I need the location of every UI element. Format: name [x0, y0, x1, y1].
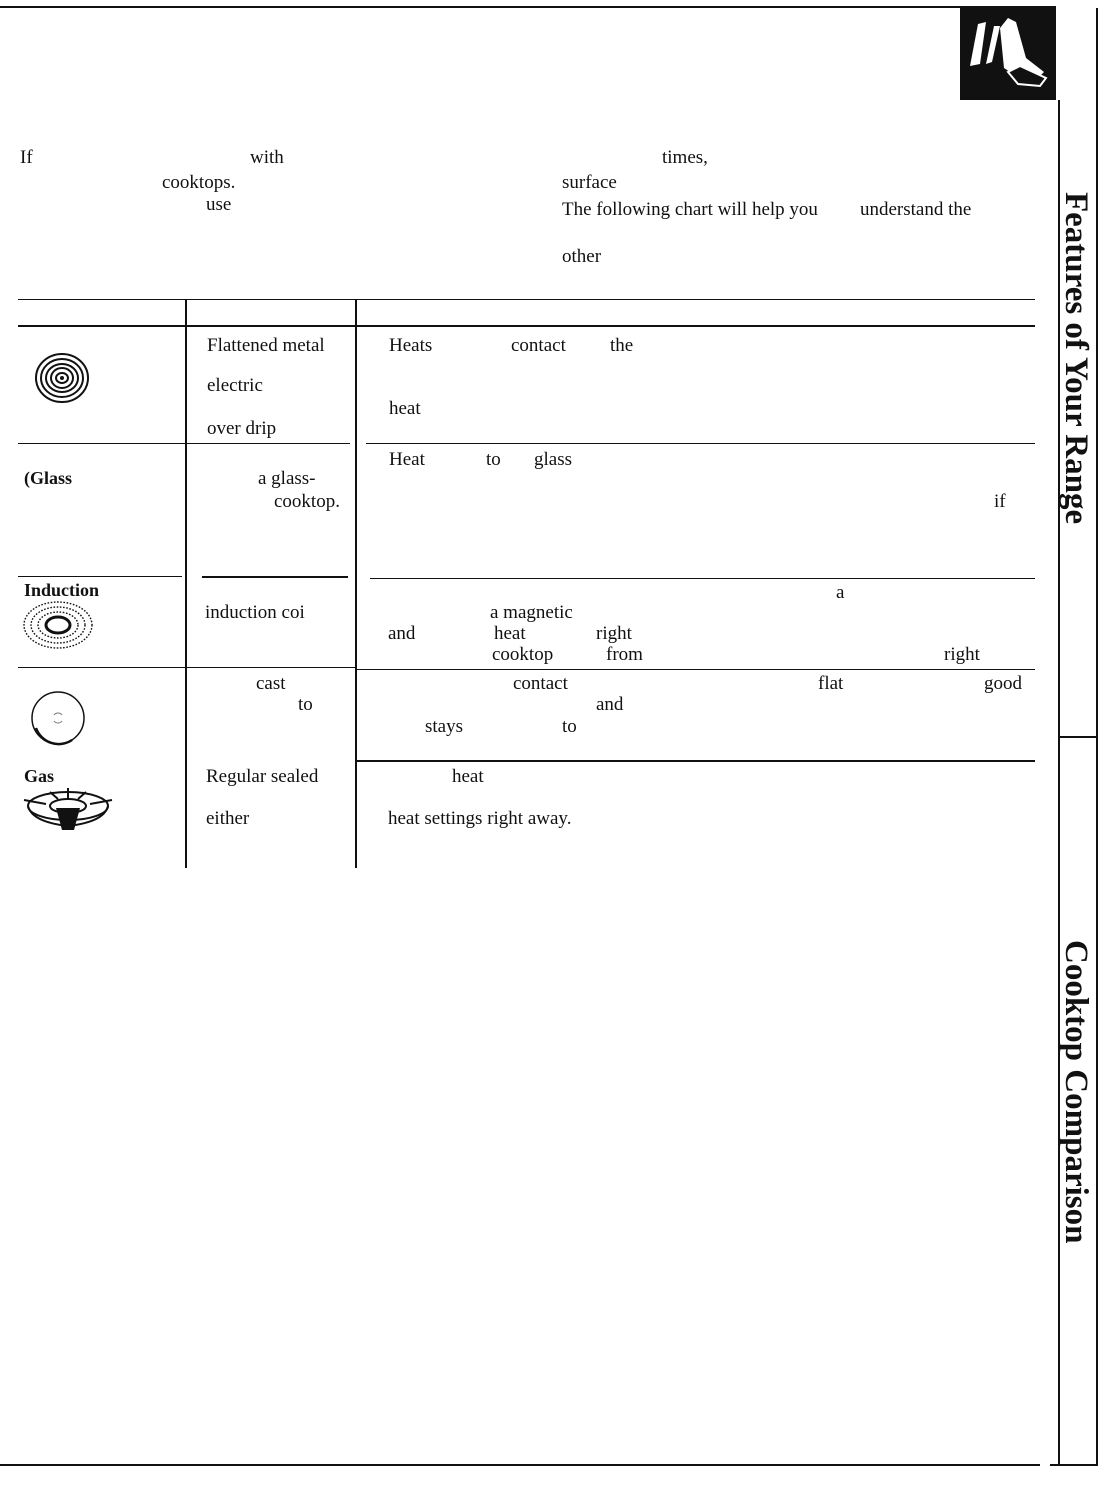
cell-text: Flattened metal: [207, 335, 325, 356]
bottom-rule: [0, 1464, 1040, 1466]
cell-text: Regular sealed: [206, 766, 319, 787]
sidebar-title-features: Features of Your Range: [1058, 192, 1094, 525]
row-label: Induction: [24, 580, 100, 600]
row-rule: [366, 443, 1035, 444]
intro-word: surface: [562, 172, 617, 193]
solid-disk-icon: [30, 690, 86, 746]
cell-text: cast: [256, 673, 286, 694]
cell-text: heat settings right away.: [388, 808, 572, 829]
cell-text: right: [596, 623, 632, 644]
top-rule: [0, 6, 1040, 8]
intro-word: understand the: [860, 199, 972, 220]
cell-text: the: [610, 335, 634, 356]
row-rule: [18, 576, 182, 577]
cell-text: and: [388, 623, 416, 644]
cell-text: if: [994, 491, 1006, 512]
cell-text: a glass-: [258, 468, 316, 489]
cell-text: over drip: [207, 418, 277, 439]
intro-word: If: [20, 147, 33, 168]
column-divider-1: [185, 299, 187, 868]
cell-text: and: [596, 694, 624, 715]
cell-text: Heats: [389, 335, 433, 356]
row-rule: [202, 576, 348, 578]
hand-logo-icon: [960, 6, 1056, 100]
bottom-rule-sidebar: [1050, 1464, 1098, 1466]
cell-text: Heat: [389, 449, 425, 470]
cell-text: from: [606, 644, 643, 665]
intro-word: cooktops.: [162, 172, 236, 193]
cell-text: to: [562, 716, 577, 737]
cell-text: cooktop: [492, 644, 554, 665]
intro-word: with: [250, 147, 284, 168]
intro-word: other: [562, 246, 602, 267]
cell-text: electric: [207, 375, 263, 396]
induction-coil-icon: [22, 600, 94, 650]
row-rule: [18, 443, 350, 444]
cell-text: to: [486, 449, 501, 470]
table-header-rule: [18, 325, 1035, 327]
cell-text: heat: [452, 766, 484, 787]
coil-element-icon: [34, 352, 90, 404]
cell-text: a: [836, 582, 845, 603]
intro-word: times,: [662, 147, 708, 168]
cell-text: contact: [511, 335, 566, 356]
column-divider-2: [355, 299, 357, 868]
intro-sentence: The following chart will help you: [562, 199, 818, 220]
cell-text: contact: [513, 673, 568, 694]
table-top-rule: [18, 299, 1035, 300]
cell-text: induction coi: [205, 602, 305, 623]
cell-text: right: [944, 644, 980, 665]
row-rule: [357, 669, 1035, 670]
cell-text: a magnetic: [490, 602, 573, 623]
sidebar-divider: [1058, 736, 1098, 738]
row-rule: [370, 578, 1035, 579]
sidebar-right-rule: [1096, 8, 1098, 1466]
cell-text: good: [984, 673, 1022, 694]
sidebar-title-cooktop-comparison: Cooktop Comparison: [1058, 940, 1094, 1244]
cell-text: heat: [494, 623, 526, 644]
intro-word: use: [206, 194, 232, 215]
gas-burner-icon: [22, 786, 114, 832]
row-label: Gas: [24, 766, 55, 786]
cell-text: heat: [389, 398, 421, 419]
row-label: (Glass: [24, 468, 73, 488]
cell-text: glass: [534, 449, 572, 470]
row-rule: [355, 760, 1035, 762]
row-rule: [18, 667, 355, 668]
cell-text: cooktop.: [274, 491, 340, 512]
cell-text: either: [206, 808, 250, 829]
cell-text: to: [298, 694, 313, 715]
cell-text: stays: [425, 716, 463, 737]
cell-text: flat: [818, 673, 844, 694]
